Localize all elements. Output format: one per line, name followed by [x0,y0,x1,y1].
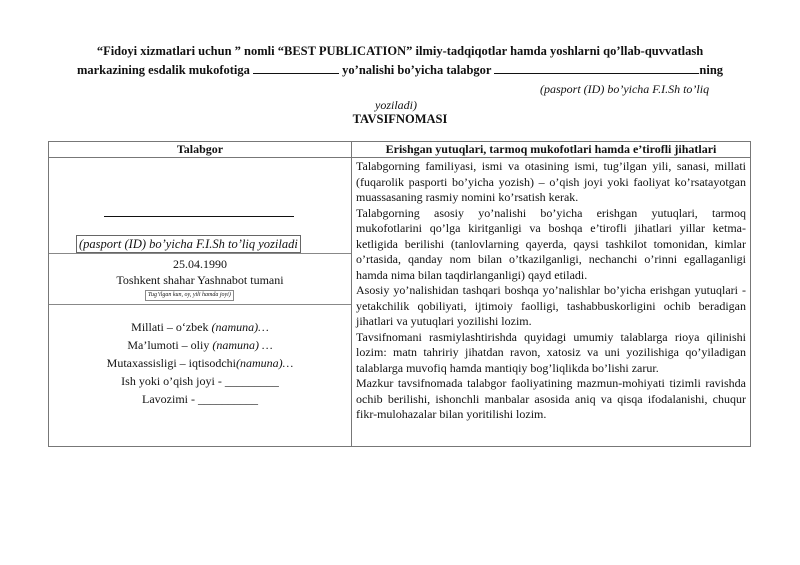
header-line-1: “Fidoyi xizmatlari uchun ” nomli “BEST PUBLICATION” ilmiy-tadqiqotlar hamda yoshlarni qo’llab-quvvatlash [96,44,704,58]
specialty-label: Mutaxassisligi – iqtisodchi [106,356,236,370]
blank-applicant-name[interactable] [494,61,699,74]
nationality-label: Millati – o‘zbek [131,320,209,334]
position-row: Lavozimi - __________ [142,392,258,406]
nationality-sample: (namuna)… [211,320,269,334]
applicant-info [49,318,351,408]
nationality-row [49,318,351,336]
workplace-row: Ish yoki o’qish joyi - _________ [121,374,279,388]
birth-place: Toshkent shahar Yashnabot tumani [116,273,284,287]
birth-hint: Tug’ilgan kun, oy, yili hamda joyi) [145,290,234,301]
paragraph-2: Talabgorning asosiy yo’nalishi bo’yicha erishgan yutuqlari, tarmoq mukofotlarini qo’lga kiritganligi va boshqa e’tirofli jihatlari yillar ketma-ketligida berilishi (tanlovlarning qayerda, qaysi tashkilot tomonidan, kimlar o’rtasida, qanday nom bilan o’tkazilganligi, nechanchi o’rinni egallaganligi hamda nima bilan taqdirlanganligi) qayd etiladi. [356,205,746,282]
paragraph-5: Mazkur tavsifnomada talabgor faoliyatining mazmun-mohiyati tizimli ravishda ochib berilishi, ishonchli manbalar asosida aniq va qisqa ifodalanishi, chuqur fikr-mulohazalar bilan yoritilishi lozim. [356,376,746,421]
fish-label: (pasport (ID) bo’yicha F.I.Sh to’liq yoziladi [76,235,301,253]
specialty-sample: (namuna)… [236,356,294,370]
applicant-cell [49,158,352,447]
paragraph-1: Talabgorning familiyasi, ismi va otasining ismi, tug’ilgan yili, sanasi, millati (fuqarolik pasporti bo’yicha yozish) – o’qish joyi yoki faoliyat ko’rsatayotgan muassasaning rasmiy nomini ko’rsatish kerak. [356,159,746,204]
paragraph-4: Tavsifnomani rasmiylashtirishda quyidagi umumiy talablarga rioya qilinishi lozim: matn tahririy jihatdan ravon, xatosiz va uni yozilishiga qo’yiladigan talablarga muvofiq hamda mantiqiy bog’liqlikda bo’lishi zarur. [356,329,746,375]
paragraph-3: Asosiy yo’nalishidan tashqari boshqa yo’nalishlar bo’yicha erishgan yutuqlari - yetakchilik qobiliyati, ijtimoiy faolligi, tashabbuskorligini ochib beradigan jihatlari va yutuqlari yozilishi lozim. [356,283,746,328]
header-line-2-c: ning [699,63,724,77]
divider [49,253,351,254]
divider [49,304,351,305]
achievements-cell [352,158,751,447]
birth-date: 25.04.1990 [173,257,227,271]
education-row [49,336,351,354]
education-label: Ma’lumoti – oliy [127,338,210,352]
header-line-2 [40,61,760,80]
specialty-row [49,354,351,372]
pasport-note: (pasport (ID) bo’yicha F.I.Sh to’liq [540,82,710,96]
col-header-achievements: Erishgan yutuqlari, tarmoq mukofotlari hamda e’tirofli jihatlari [352,142,751,158]
blank-direction[interactable] [253,61,339,74]
name-line[interactable] [104,216,294,217]
header-line-2-a: markazining esdalik mukofotiga [76,63,250,77]
page-title: TAVSIFNOMASI [352,112,448,126]
col-header-applicant: Talabgor [49,142,352,158]
education-sample: (namuna) … [212,338,273,352]
yoziladi-note: yoziladi) [375,98,417,112]
characteristics-table [48,141,751,447]
header-line-2-b: yo’nalishi bo’yicha talabgor [342,63,492,77]
